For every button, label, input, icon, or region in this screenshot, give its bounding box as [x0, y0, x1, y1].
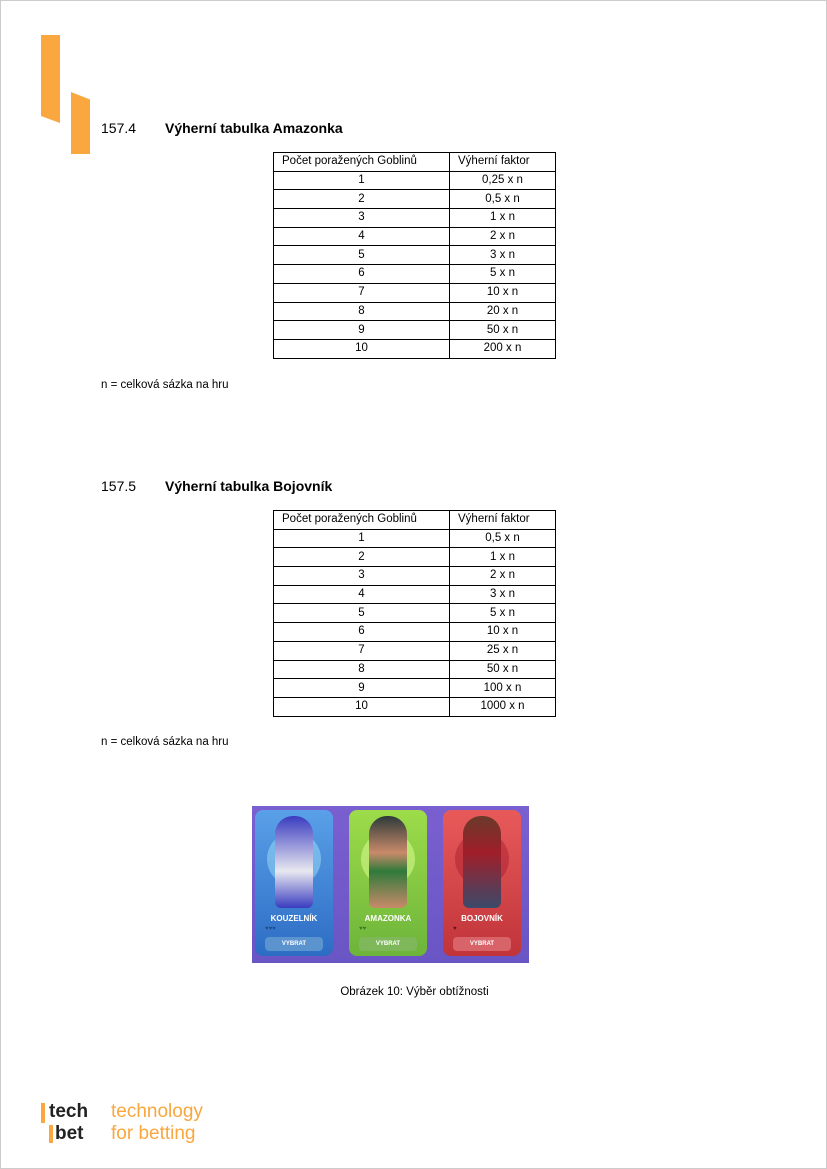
goblins-count-cell: 1 — [274, 529, 450, 548]
table-row — [274, 171, 556, 190]
win-factor-cell: 10 x n — [450, 283, 556, 302]
table-row — [274, 339, 556, 358]
goblins-count-cell: 4 — [274, 585, 450, 604]
warrior-character-image — [463, 816, 501, 908]
table-note: n = celková sázka na hru — [101, 379, 229, 391]
win-factor-cell: 2 x n — [450, 227, 556, 246]
section-title: Výherní tabulka Amazonka — [165, 120, 343, 136]
card-kouzelnik — [255, 810, 333, 956]
win-factor-cell: 100 x n — [450, 679, 556, 698]
win-factor-cell: 3 x n — [450, 246, 556, 265]
tagline-line2: for betting — [111, 1123, 196, 1144]
win-factor-cell: 5 x n — [450, 265, 556, 284]
table-row — [274, 641, 556, 660]
goblins-count-cell: 7 — [274, 641, 450, 660]
goblins-count-cell: 10 — [274, 339, 450, 358]
win-factor-cell: 0,5 x n — [450, 190, 556, 209]
card-name: BOJOVNÍK — [461, 914, 503, 923]
goblins-count-cell: 10 — [274, 697, 450, 716]
section-number: 157.5 — [101, 478, 137, 494]
table-header-row — [274, 153, 556, 172]
goblins-count-cell: 3 — [274, 567, 450, 586]
table-row — [274, 227, 556, 246]
win-factor-cell: 0,5 x n — [450, 529, 556, 548]
goblins-count-cell: 1 — [274, 171, 450, 190]
card-bojovnik — [443, 810, 521, 956]
goblins-count-cell: 5 — [274, 246, 450, 265]
win-factor-cell: 50 x n — [450, 660, 556, 679]
logo-text-tech: tech — [49, 1101, 89, 1122]
payout-table-bojovnik — [273, 510, 556, 717]
table-row — [274, 697, 556, 716]
table-row — [274, 302, 556, 321]
table-row — [274, 283, 556, 302]
goblins-count-cell: 7 — [274, 283, 450, 302]
win-factor-cell: 20 x n — [450, 302, 556, 321]
table-row — [274, 567, 556, 586]
table-row — [274, 604, 556, 623]
goblins-count-cell: 4 — [274, 227, 450, 246]
logo-text-bet: bet — [55, 1123, 84, 1144]
select-button: VYBRAT — [453, 937, 511, 951]
amazon-character-image — [369, 816, 407, 908]
win-factor-cell: 50 x n — [450, 321, 556, 340]
win-factor-cell: 1 x n — [450, 548, 556, 567]
goblins-count-cell: 9 — [274, 321, 450, 340]
column-header: Výherní faktor — [450, 153, 556, 172]
hearts-icon: ♥ — [453, 926, 457, 932]
win-factor-cell: 1 x n — [450, 209, 556, 228]
win-factor-cell: 1000 x n — [450, 697, 556, 716]
card-amazonka — [349, 810, 427, 956]
column-header: Počet poražených Goblinů — [274, 153, 450, 172]
goblins-count-cell: 6 — [274, 265, 450, 284]
card-name: KOUZELNÍK — [270, 914, 318, 923]
section-number: 157.4 — [101, 120, 137, 136]
goblins-count-cell: 2 — [274, 548, 450, 567]
logo-bar-icon — [49, 1125, 53, 1143]
table-note: n = celková sázka na hru — [101, 736, 229, 748]
goblins-count-cell: 8 — [274, 302, 450, 321]
goblins-count-cell: 2 — [274, 190, 450, 209]
win-factor-cell: 25 x n — [450, 641, 556, 660]
card-name: AMAZONKA — [364, 914, 412, 923]
wizard-character-image — [275, 816, 313, 908]
table-row — [274, 585, 556, 604]
payout-table-amazonka — [273, 152, 556, 359]
column-header: Počet poražených Goblinů — [274, 511, 450, 530]
table-row — [274, 321, 556, 340]
difficulty-selection-image — [252, 806, 529, 963]
hearts-icon: ♥♥♥ — [265, 926, 276, 932]
goblins-count-cell: 5 — [274, 604, 450, 623]
table-header-row — [274, 511, 556, 530]
logo-bar-icon — [41, 1103, 45, 1123]
tagline-line1: technology — [111, 1101, 203, 1122]
header-logo-bar-right — [71, 92, 90, 154]
win-factor-cell: 10 x n — [450, 623, 556, 642]
table-row — [274, 679, 556, 698]
win-factor-cell: 2 x n — [450, 567, 556, 586]
select-button: VYBRAT — [265, 937, 323, 951]
section-title: Výherní tabulka Bojovník — [165, 478, 333, 494]
goblins-count-cell: 9 — [274, 679, 450, 698]
header-logo-bar-left — [41, 35, 60, 123]
win-factor-cell: 3 x n — [450, 585, 556, 604]
table-row — [274, 246, 556, 265]
table-row — [274, 209, 556, 228]
goblins-count-cell: 8 — [274, 660, 450, 679]
table-row — [274, 265, 556, 284]
table-row — [274, 660, 556, 679]
win-factor-cell: 0,25 x n — [450, 171, 556, 190]
table-row — [274, 623, 556, 642]
column-header: Výherní faktor — [450, 511, 556, 530]
table-row — [274, 548, 556, 567]
goblins-count-cell: 6 — [274, 623, 450, 642]
win-factor-cell: 5 x n — [450, 604, 556, 623]
table-row — [274, 529, 556, 548]
select-button: VYBRAT — [359, 937, 417, 951]
hearts-icon: ♥♥ — [359, 926, 367, 932]
figure-caption: Obrázek 10: Výběr obtížnosti — [340, 986, 489, 998]
section-heading-bojovnik — [101, 478, 332, 494]
win-factor-cell: 200 x n — [450, 339, 556, 358]
techbet-logo — [41, 1101, 203, 1145]
goblins-count-cell: 3 — [274, 209, 450, 228]
section-heading-amazonka — [101, 120, 343, 136]
table-row — [274, 190, 556, 209]
